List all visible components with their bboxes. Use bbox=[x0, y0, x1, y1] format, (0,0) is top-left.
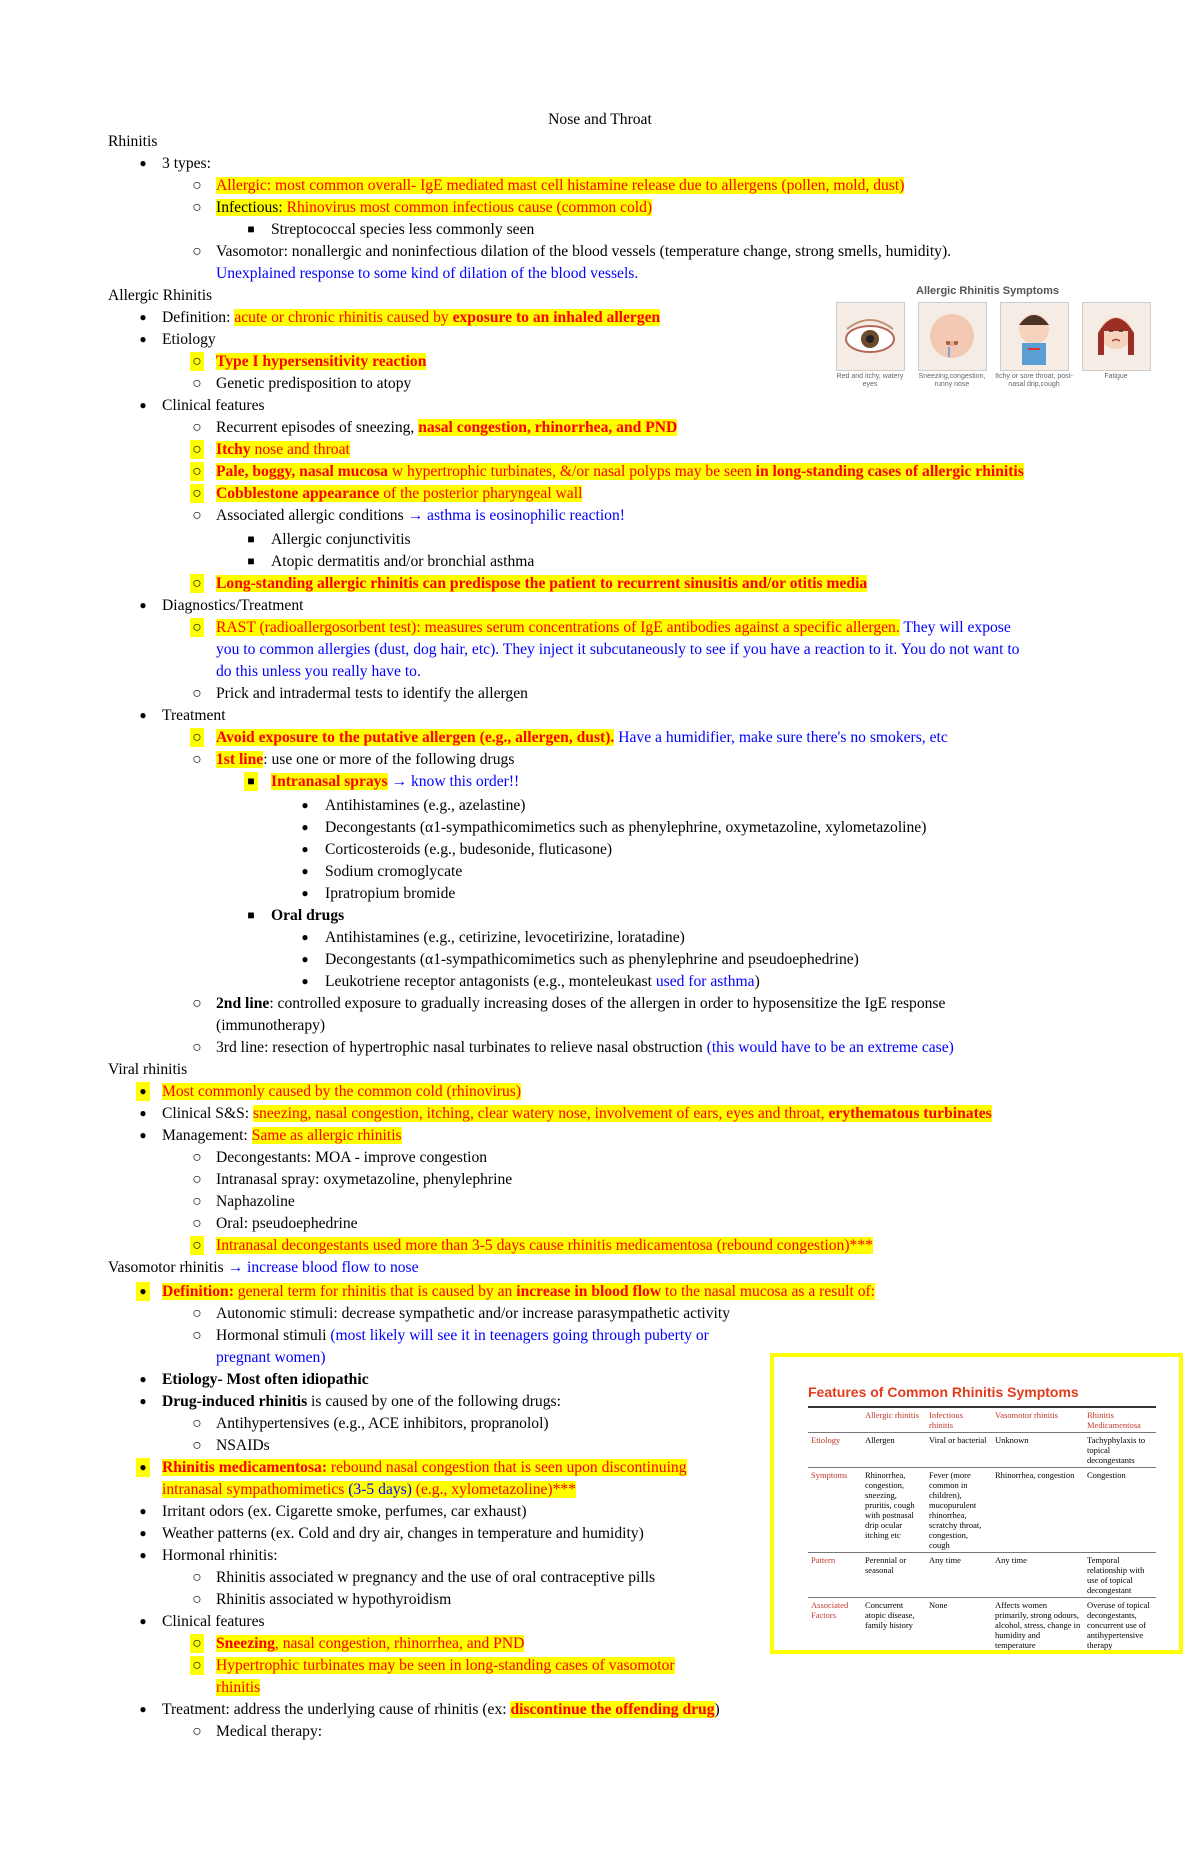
table-row bbox=[808, 1468, 1156, 1553]
list-item: ● Clinical S&S: sneezing, nasal congestion, itching, clear watery nose, involvement of ears, eyes and throat, erythematous turbinates bbox=[139, 1105, 992, 1122]
list-item: ■ Allergic conjunctivitis bbox=[247, 531, 411, 548]
table-row bbox=[808, 1598, 1156, 1653]
throat-illustration bbox=[1000, 302, 1069, 371]
list-item: do this unless you really have to. bbox=[216, 663, 421, 680]
eye-illustration bbox=[836, 302, 905, 371]
list-item: ○ Allergic: most common overall- IgE mediated mast cell histamine release due to allergens (pollen, mold, dust) bbox=[192, 177, 905, 194]
list-item: ○ Associated allergic conditions → asthma is eosinophilic reaction! bbox=[192, 507, 625, 524]
list-item: ● Most commonly caused by the common cold (rhinovirus) bbox=[136, 1082, 521, 1101]
list-item: ■ Streptococcal species less commonly seen bbox=[247, 221, 535, 238]
list-item: ○ Type I hypersensitivity reaction bbox=[190, 352, 426, 371]
list-item: ○ Prick and intradermal tests to identify the allergen bbox=[192, 685, 528, 702]
table-cell: Any time bbox=[992, 1553, 1084, 1598]
list-item: ● Rhinitis medicamentosa: rebound nasal congestion that is seen upon discontinuing bbox=[136, 1458, 687, 1477]
list-item: ● Decongestants (α1-sympathicomimetics such as phenylephrine, oxymetazoline, xylometazoline) bbox=[301, 819, 927, 836]
figure-title: Allergic Rhinitis Symptoms bbox=[916, 285, 1060, 297]
list-item: ○ Long-standing allergic rhinitis can predispose the patient to recurrent sinusitis and/or otitis media bbox=[190, 574, 867, 593]
list-item: ● Etiology- Most often idiopathic bbox=[139, 1371, 369, 1388]
list-item: Unexplained response to some kind of dilation of the blood vessels. bbox=[216, 265, 639, 282]
table-cell: Rhinorrhea, congestion bbox=[992, 1468, 1084, 1553]
nose-illustration bbox=[918, 302, 987, 371]
table-header: Allergic rhinitis bbox=[862, 1407, 926, 1433]
list-item: ● 3 types: bbox=[139, 155, 211, 172]
list-item: ○ Infectious: Rhinovirus most common infectious cause (common cold) bbox=[192, 199, 653, 216]
table-cell: Pattern bbox=[808, 1553, 862, 1598]
table-cell: Overuse of topical decongestants, concurrent use of antihypertensive therapy bbox=[1084, 1598, 1156, 1653]
list-item: ○ Itchy nose and throat bbox=[190, 440, 350, 459]
table-header: Rhinitis Medicamentosa bbox=[1084, 1407, 1156, 1433]
list-item: ○ Rhinitis associated w pregnancy and the use of oral contraceptive pills bbox=[192, 1569, 656, 1586]
list-item: ■ Atopic dermatitis and/or bronchial asthma bbox=[247, 553, 535, 570]
figure-caption: Red and itchy, watery eyes bbox=[836, 373, 904, 388]
table-cell: Fever (more common in children), mucopurulent rhinorrhea, scratchy throat, congestion, cough bbox=[926, 1468, 992, 1553]
list-item: pregnant women) bbox=[216, 1349, 326, 1366]
list-item: ○ Avoid exposure to the putative allergen (e.g., allergen, dust). Have a humidifier, make sure there's no smokers, etc bbox=[190, 728, 948, 747]
table-cell: Rhinorrhea, congestion, sneezing, pruritis, cough with postnasal drip ocular itching etc bbox=[862, 1468, 926, 1553]
list-item: ● Etiology bbox=[139, 331, 216, 348]
list-item: ● Irritant odors (ex. Cigarette smoke, perfumes, car exhaust) bbox=[139, 1503, 527, 1520]
table-cell: Symptoms bbox=[808, 1468, 862, 1553]
list-item: ○ Cobblestone appearance of the posterior pharyngeal wall bbox=[190, 484, 582, 503]
table-cell: Any time bbox=[926, 1553, 992, 1598]
list-item: you to common allergies (dust, dog hair, etc). They inject it subcutaneously to see if you have a reaction to it. You do not want to bbox=[216, 641, 1020, 658]
list-item: ○ Hypertrophic turbinates may be seen in long-standing cases of vasomotor bbox=[190, 1656, 675, 1675]
list-item: intranasal sympathomimetics (3-5 days) (e.g., xylometazoline)*** bbox=[162, 1481, 577, 1498]
list-item: ○ Rhinitis associated w hypothyroidism bbox=[192, 1591, 452, 1608]
list-item: ○ Vasomotor: nonallergic and noninfectious dilation of the blood vessels (temperature change, strong smells, humidity). bbox=[192, 243, 952, 260]
table-header: Vasomotor rhinitis bbox=[992, 1407, 1084, 1433]
list-item: ○ Pale, boggy, nasal mucosa w hypertrophic turbinates, &/or nasal polyps may be seen in long-standing cases of allergic rhinitis bbox=[190, 462, 1024, 481]
figure-caption: Itchy or sore throat, post-nasal drip,cough bbox=[995, 373, 1073, 388]
list-item: ● Clinical features bbox=[139, 397, 265, 414]
list-item: ○ Medical therapy: bbox=[192, 1723, 323, 1740]
list-item: ● Weather patterns (ex. Cold and dry air, changes in temperature and humidity) bbox=[139, 1525, 644, 1542]
list-item: ● Treatment bbox=[139, 707, 226, 724]
table-cell: Perennial or seasonal bbox=[862, 1553, 926, 1598]
rhinitis-features-figure bbox=[770, 1353, 1183, 1654]
list-item: ● Hormonal rhinitis: bbox=[139, 1547, 278, 1564]
list-item: ○ Sneezing, nasal congestion, rhinorrhea, and PND bbox=[190, 1634, 524, 1653]
table-cell: Temporal relationship with use of topical decongestant bbox=[1084, 1553, 1156, 1598]
list-item: ○ Oral: pseudoephedrine bbox=[192, 1215, 358, 1232]
table-cell: Associated Factors bbox=[808, 1598, 862, 1653]
list-item: ○ Intranasal spray: oxymetazoline, phenylephrine bbox=[192, 1171, 513, 1188]
list-item: ○ 1st line: use one or more of the following drugs bbox=[192, 751, 515, 768]
list-item: ● Clinical features bbox=[139, 1613, 265, 1630]
heading-allergic-rhinitis: Allergic Rhinitis bbox=[108, 287, 213, 304]
list-item: ○ Decongestants: MOA - improve congestion bbox=[192, 1149, 488, 1166]
list-item: ● Treatment: address the underlying cause of rhinitis (ex: discontinue the offending drug) bbox=[139, 1701, 720, 1718]
list-item: ○ Hormonal stimuli (most likely will see it in teenagers going through puberty or bbox=[192, 1327, 709, 1344]
list-item: rhinitis bbox=[216, 1679, 261, 1696]
table-cell: Allergen bbox=[862, 1433, 926, 1468]
list-item: ● Decongestants (α1-sympathicomimetics such as phenylephrine and pseudoephedrine) bbox=[301, 951, 859, 968]
list-item: ○ Naphazoline bbox=[192, 1193, 295, 1210]
figure-caption: Fatigue bbox=[1104, 373, 1128, 380]
table-row bbox=[808, 1553, 1156, 1598]
list-item: (immunotherapy) bbox=[216, 1017, 326, 1034]
heading-viral-rhinitis: Viral rhinitis bbox=[108, 1061, 188, 1078]
table-row bbox=[808, 1407, 1156, 1433]
table-cell: Unknown bbox=[992, 1433, 1084, 1468]
list-item: ● Management: Same as allergic rhinitis bbox=[139, 1127, 402, 1144]
figure-caption: Sneezing,congestion, runny nose bbox=[918, 373, 986, 388]
list-item: ○ RAST (radioallergosorbent test): measures serum concentrations of IgE antibodies against a specific allergen. They will expose bbox=[190, 618, 1011, 637]
features-table bbox=[808, 1406, 1156, 1652]
list-item: ● Leukotriene receptor antagonists (e.g., monteleukast used for asthma) bbox=[301, 973, 760, 990]
list-item: ● Definition: acute or chronic rhinitis caused by exposure to an inhaled allergen bbox=[139, 309, 661, 326]
list-item: ○ Antihypertensives (e.g., ACE inhibitors, propranolol) bbox=[192, 1415, 549, 1432]
table-cell: Concurrent atopic disease, family history bbox=[862, 1598, 926, 1653]
list-item: ● Antihistamines (e.g., cetirizine, levocetirizine, loratadine) bbox=[301, 929, 685, 946]
heading-rhinitis: Rhinitis bbox=[108, 133, 158, 150]
list-item: ● Sodium cromoglycate bbox=[301, 863, 463, 880]
list-item: ○ Genetic predisposition to atopy bbox=[192, 375, 412, 392]
table-header: Infectious rhinitis bbox=[926, 1407, 992, 1433]
symptoms-figure bbox=[836, 285, 1148, 395]
list-item: ● Definition: general term for rhinitis that is caused by an increase in blood flow to the nasal mucosa as a result of: bbox=[136, 1282, 875, 1301]
list-item: ■ Intranasal sprays → know this order!! bbox=[244, 772, 519, 791]
list-item: ● Antihistamines (e.g., azelastine) bbox=[301, 797, 526, 814]
list-item: ● Diagnostics/Treatment bbox=[139, 597, 304, 614]
table-cell: Affects women primarily, strong odours, alcohol, stress, change in humidity and temperature bbox=[992, 1598, 1084, 1653]
table-cell: None bbox=[926, 1598, 992, 1653]
page-title: Nose and Throat bbox=[548, 111, 652, 128]
list-item: ○ 3rd line: resection of hypertrophic nasal turbinates to relieve nasal obstruction (this would have to be an extreme case) bbox=[192, 1039, 954, 1056]
table-row bbox=[808, 1433, 1156, 1468]
list-item: ● Corticosteroids (e.g., budesonide, fluticasone) bbox=[301, 841, 613, 858]
list-item: ■ Oral drugs bbox=[247, 907, 345, 924]
table-cell: Tachyphylaxis to topical decongestants bbox=[1084, 1433, 1156, 1468]
list-item: ○ Intranasal decongestants used more than 3-5 days cause rhinitis medicamentosa (rebound congestion)*** bbox=[190, 1236, 873, 1255]
list-item: ○ Recurrent episodes of sneezing, nasal congestion, rhinorrhea, and PND bbox=[192, 419, 678, 436]
list-item: ● Ipratropium bromide bbox=[301, 885, 456, 902]
list-item: ○ Autonomic stimuli: decrease sympathetic and/or increase parasympathetic activity bbox=[192, 1305, 730, 1322]
heading-vasomotor-rhinitis: Vasomotor rhinitis → increase blood flow to nose bbox=[108, 1259, 419, 1276]
list-item: ● Drug-induced rhinitis is caused by one of the following drugs: bbox=[139, 1393, 561, 1410]
table-cell: Viral or bacterial bbox=[926, 1433, 992, 1468]
list-item: ○ 2nd line: controlled exposure to gradually increasing doses of the allergen in order to hyposensitize the IgE response bbox=[192, 995, 946, 1012]
list-item: ○ NSAIDs bbox=[192, 1437, 270, 1454]
table-header bbox=[808, 1407, 862, 1433]
table-cell: Congestion bbox=[1084, 1468, 1156, 1553]
figure-title: Features of Common Rhinitis Symptoms bbox=[808, 1384, 1079, 1400]
table-cell: Etiology bbox=[808, 1433, 862, 1468]
fatigue-illustration bbox=[1082, 302, 1151, 371]
